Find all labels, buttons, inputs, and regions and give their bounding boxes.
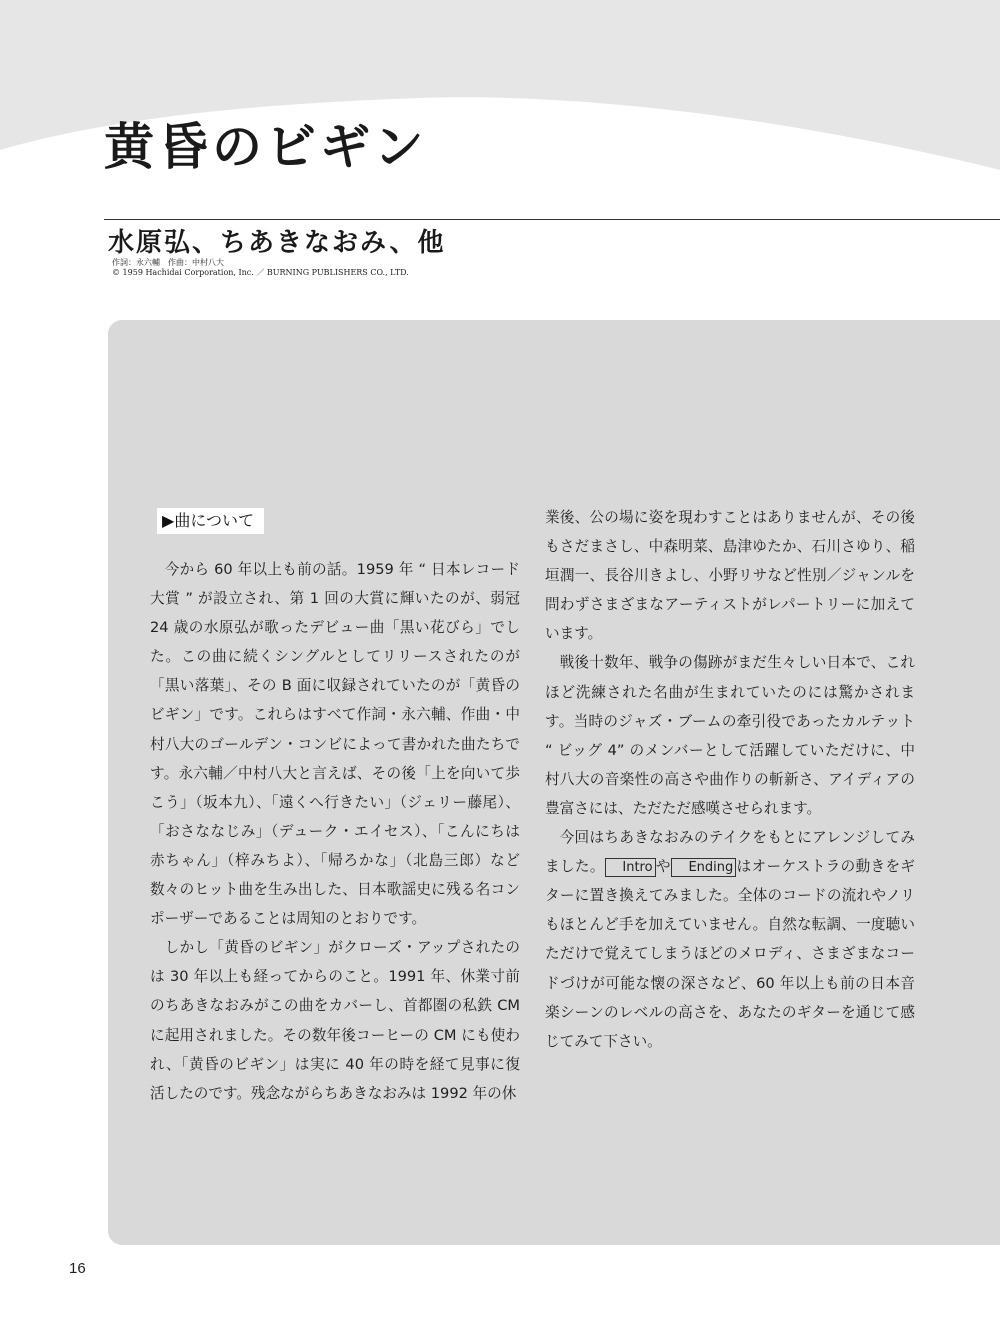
paragraph: 今から 60 年以上も前の話。1959 年 “ 日本レコード大賞 ” が設立され、第 1 回の大賞に輝いたのが、弱冠 24 歳の水原弘が歌ったデビュー曲「黒い花びら」でした。この曲に続くシングルとしてリリースされたのが「黒い落葉」、その B 面に収録されていたのが「黄昏のビギン」です。これらはすべて作詞・永六輔、作曲・中村八大のゴールデン・コンビによって書かれた曲たちです。永六輔／中村八大と言えば、その後「上を向いて歩こう」（坂本九）、「遠くへ行きたい」（ジェリー藤尾）、「おさななじみ」（デューク・エイセス）、「こんにちは赤ちゃん」（梓みちよ）、「帰ろかな」（北島三郎）など数々のヒット曲を生み出した、日本歌謡史に残る名コンポーザーであることは周知のとおりです。 (150, 561, 520, 928)
paragraph (545, 823, 915, 1056)
page-number: 16 (69, 1260, 86, 1277)
left-text-column (150, 555, 520, 1108)
paragraph: 業後、公の場に姿を現わすことはありませんが、その後もさだまさし、中森明菜、島津ゆたか、石川さゆり、稲垣潤一、長谷川きよし、小野リサなど性別／ジャンルを問わずさまざまなアーティストがレパートリーに加えています。 (545, 509, 915, 643)
triangle-bullet-icon: ▶ (162, 511, 175, 530)
lyric-music-credit: 作詞：永六輔 作曲：中村八大 (112, 258, 224, 267)
paragraph-text: 今回はちあきなおみのテイクをもとにアレンジしてみました。 (545, 829, 915, 876)
song-title: 黄昏のビギン (104, 117, 428, 176)
section-heading-label: 曲について (174, 511, 254, 530)
artist-line: 水原弘、ちあきなおみ、他 (108, 228, 446, 258)
ending-tag: Ending (671, 858, 736, 877)
right-text-column (545, 503, 915, 1056)
intro-tag: Intro (605, 858, 656, 877)
section-heading (157, 508, 264, 534)
paragraph-text: や (655, 858, 671, 876)
paragraph: 戦後十数年、戦争の傷跡がまだ生々しい日本で、これほど洗練された名曲が生まれていたのには驚かされます。当時のジャズ・ブームの牽引役であったカルテット “ ビッグ 4” のメンバーとして活躍していただけに、中村八大の音楽性の高さや曲作りの斬新さ、アイディアの豊富さには、ただただ感嘆させられます。 (545, 654, 915, 817)
copyright-credit: © 1959 Hachidai Corporation, Inc. ／ BURNING PUBLISHERS CO., LTD. (112, 268, 409, 277)
paragraph: しかし「黄昏のビギン」がクローズ・アップされたのは 30 年以上も経ってからのこと。1991 年、休業寸前のちあきなおみがこの曲をカバーし、首都圏の私鉄 CM に起用されました。その数年後コーヒーの CM にも使われ、「黄昏のビギン」は実に 40 年の時を経て見事に復活したのです。残念ながらちあきなおみは 1992 年の休 (150, 939, 520, 1102)
paragraph-text: はオーケストラの動きをギターに置き換えてみました。全体のコードの流れやノリもほとんど手を加えていません。自然な転調、一度聴いただけで覚えてしまうほどのメロディ、さまざまなコードづけが可能な懐の深さなど、60 年以上も前の日本音楽シーンのレベルの高さを、あなたのギターを通じて感じてみて下さい。 (545, 858, 915, 1050)
title-divider (104, 219, 1000, 220)
